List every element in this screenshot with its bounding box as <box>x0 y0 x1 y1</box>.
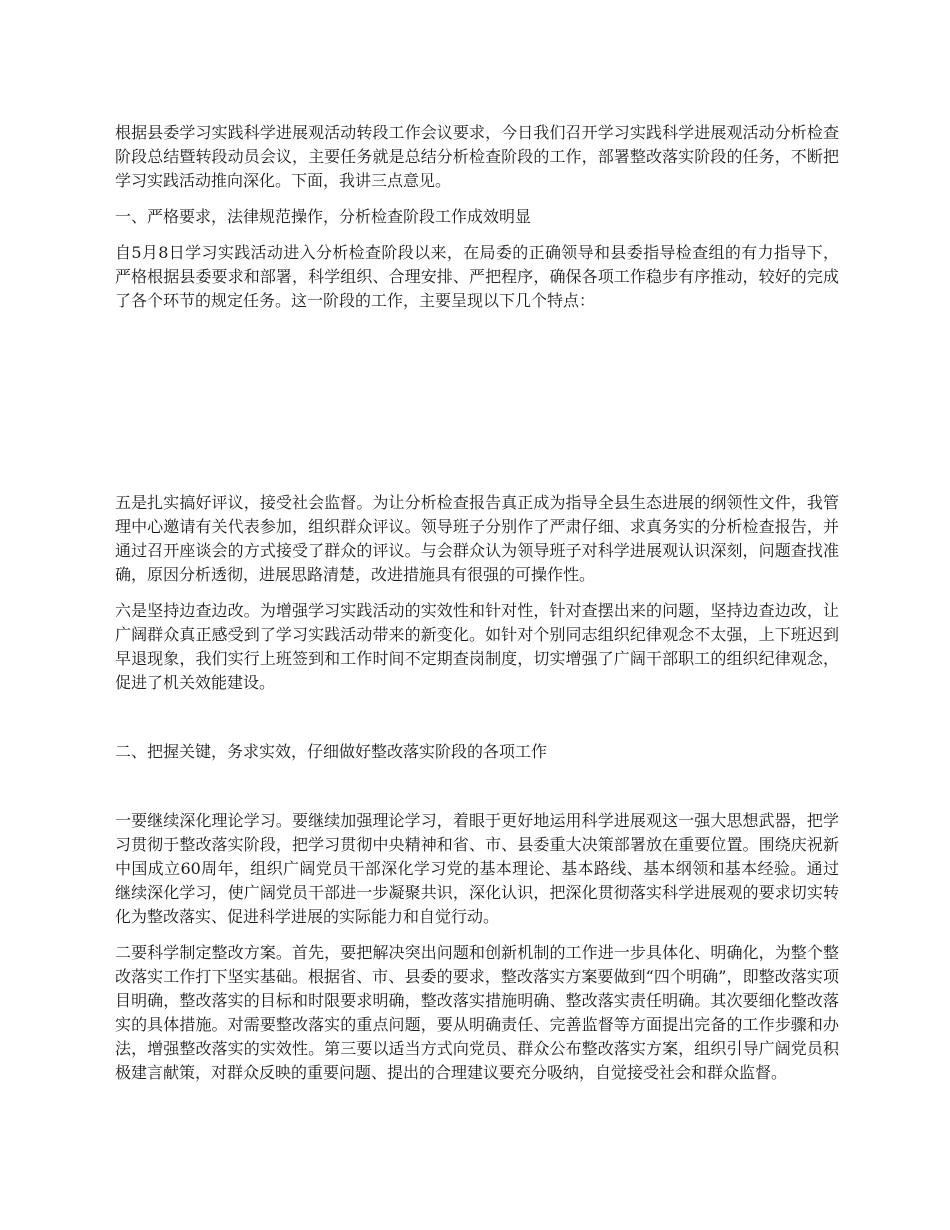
body-paragraph: 自5月8日学习实践活动进入分析检查阶段以来，在局委的正确领导和县委指导检查组的有力指导下，严格根据县委要求和部署，科学组织、合理安排、严把程序，确保各项工作稳步有序推动，较好的完成了各个环节的规定任务。这一阶段的工作，主要呈现以下几个特点： <box>115 243 839 310</box>
section-heading-2: 二、把握关键，务求实效，仔细做好整改落实阶段的各项工作 <box>115 742 548 761</box>
section-heading-1: 一、严格要求，法律规范操作，分析检查阶段工作成效明显 <box>115 207 532 226</box>
body-paragraph: 二要科学制定整改方案。首先，要把解决突出问题和创新机制的工作进一步具体化、明确化，为整个整改落实工作打下坚实基础。根据省、市、县委的要求，整改落实方案要做到“四个明确”，即整改落实项目明确，整改落实的目标和时限要求明确，整改落实措施明确、整改落实责任明确。其次要细化整改落实的具体措施。对需要整改落实的重点问题，要从明确责任、完善监督等方面提出完备的工作步骤和办法，增强整改落实的实效性。第三要以适当方式向党员、群众公布整改落实方案，组织引导广阔党员积极建言献策，对群众反映的重要问题、提出的合理建议要充分吸纳，自觉接受社会和群众监督。 <box>115 943 839 1082</box>
blank-space <box>115 776 839 809</box>
intro-paragraph: 根据县委学习实践科学进展观活动转段工作会议要求，今日我们召开学习实践科学进展观活动分析检查阶段总结暨转段动员会议，主要任务就是总结分析检查阶段的工作，部署整改落实阶段的任务，不断把学习实践活动推向深化。下面，我讲三点意见。 <box>115 123 839 190</box>
body-paragraph: 五是扎实搞好评议，接受社会监督。为让分析检查报告真正成为指导全县生态进展的纲领性文件，我管理中心邀请有关代表参加，组织群众评议。领导班子分别作了严肃仔细、求真务实的分析检查报告，并通过召开座谈会的方式接受了群众的评议。与会群众认为领导班子对科学进展观认识深刻，问题查找准确，原因分析透彻，进展思路清楚，改进措施具有很强的可操作性。 <box>115 493 839 584</box>
body-paragraph: 一要继续深化理论学习。要继续加强理论学习，着眼于更好地运用科学进展观这一强大思想武器，把学习贯彻于整改落实阶段，把学习贯彻中央精神和省、市、县委重大决策部署放在重要位置。围绕庆祝新中国成立60周年，组织广阔党员干部深化学习党的基本理论、基本路线、基本纲领和基本经验。通过继续深化学习，使广阔党员干部进一步凝聚共识，深化认识，把深化贯彻落实科学进展观的要求切实转化为整改落实、促进科学进展的实际能力和自觉行动。 <box>115 811 839 926</box>
blank-space <box>115 325 839 491</box>
blank-space <box>115 707 839 740</box>
body-paragraph: 六是坚持边查边改。为增强学习实践活动的实效性和针对性，针对查摆出来的问题，坚持边查边改，让广阔群众真正感受到了学习实践活动带来的新变化。如针对个别同志组织纪律观念不太强，上下班迟到早退现象，我们实行上班签到和工作时间不定期查岗制度，切实增强了广阔干部职工的组织纪律观念，促进了机关效能建设。 <box>115 601 839 692</box>
document-body <box>115 121 839 1097</box>
